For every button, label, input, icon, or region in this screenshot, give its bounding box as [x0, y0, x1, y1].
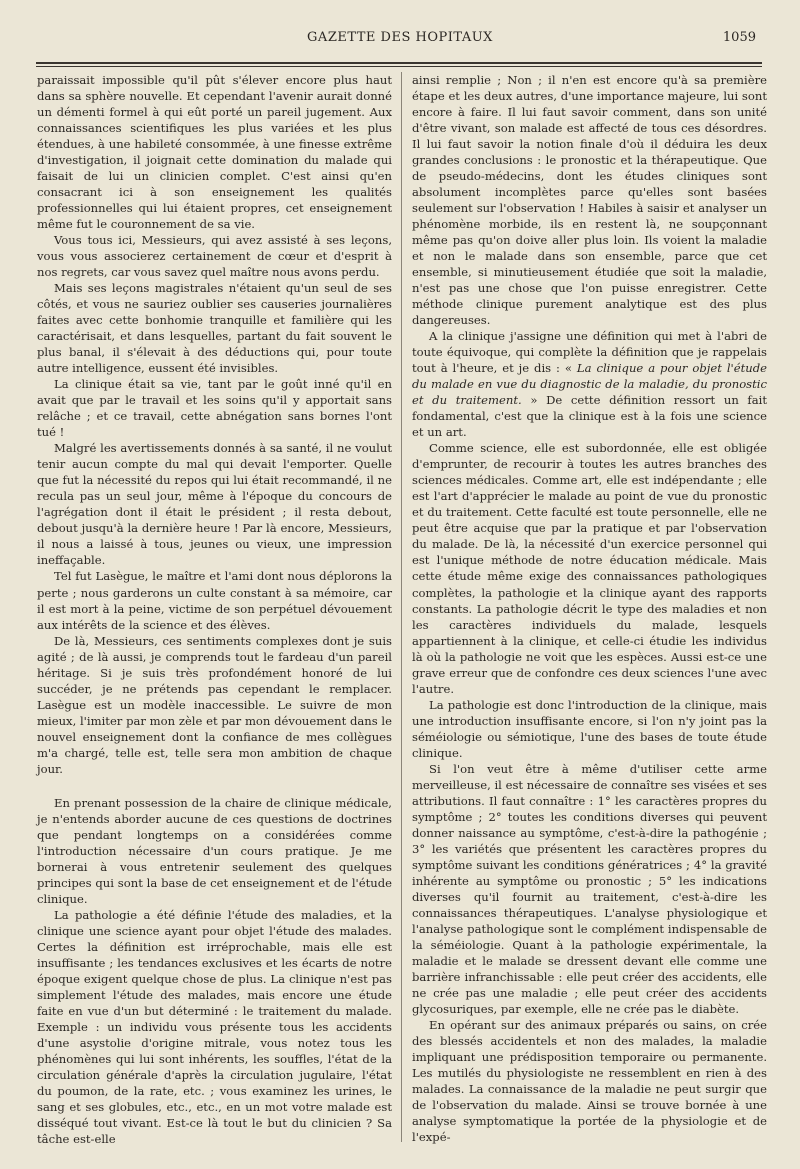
paragraph: En prenant possession de la chaire de clinique médicale, je n'entends aborder aucune de ces questions de doctrines que pendant longtemps on a considérées comme l'introduction nécessaire d'un cours pratique. Je me bornerai à vous entretenir seulement des quelques principes qui sont la base de cet enseignement et de l'étude clinique. [37, 795, 392, 906]
page-number: 1059 [722, 30, 756, 45]
paragraph: De là, Messieurs, ces sentiments complexes dont je suis agité ; de là aussi, je comprends tout le fardeau d'un pareil héritage. Si je suis très profondément honoré de lui succéder, je ne prétends pas cependant le remplacer. Lasègue est un modèle inaccessible. Le suivre de mon mieux, l'imiter par mon zèle et par mon dévouement dans le nouvel enseignement dont la confiance de mes collègues m'a chargé, telle est, telle sera mon ambition de chaque jour. [37, 633, 392, 776]
paragraph: Vous tous ici, Messieurs, qui avez assisté à ses leçons, vous vous associerez certainement de cœur et d'esprit à nos regrets, car vous savez quel maître nous avons perdu. [37, 233, 392, 280]
left-column [37, 72, 392, 1147]
paragraph [412, 328, 767, 440]
paragraph: ainsi remplie ; Non ; il n'en est encore qu'à sa première étape et les deux autres, d'une importance majeure, lui sont encore à faire. Il lui faut savoir comment, dans son unité d'être vivant, son malade est affecté de tous ces désordres. Il lui faut savoir la notion finale d'où il déduira les deux grandes conclusions : le pronostic et la thérapeutique. Que de pseudo-médecins, dont les études cliniques sont absolument incomplètes parce qu'elles sont basées seulement sur l'observation ! Habiles à saisir et analyser un phénomène morbide, ils en restent là, ne soupçonnant même pas qu'on doive aller plus loin. Ils voient la maladie et non le malade dans son ensemble, parce que cet ensemble, si minutieusement étudiée que soit la maladie, n'est pas une chose que l'on puisse enregistrer. Cette méthode clinique purement analytique est des plus dangereuses. [412, 73, 767, 328]
header-rule-thick [36, 62, 762, 64]
paragraph-text: » De cette définition ressort un fait fondamental, c'est que la clinique est à la fois une science et un art. [412, 393, 767, 440]
paragraph: La pathologie est donc l'introduction de la clinique, mais une introduction insuffisante encore, si l'on n'y joint pas la séméiologie ou sémiotique, l'une des bases de toute étude clinique. [412, 697, 767, 760]
paragraph: Si l'on veut être à même d'utiliser cette arme merveilleuse, il est nécessaire de connaître ses visées et ses attributions. Il faut connaître : 1° les caractères propres du symptôme ; 2° toutes les conditions diverses qui peuvent donner naissance au symptôme, c'est-à-dire la pathogénie ; 3° les variétés que présentent les caractères propres du symptôme suivant les conditions génératrices ; 4° la gravité inhérente au symptôme ou pronostic ; 5° les indications diverses qu'il fournit au traitement, c'est-à-dire les connaissances thérapeutiques. L'analyse physiologique et l'analyse pathologique sont le complément indispensable de la séméiologie. Quant à la pathologie expérimentale, la maladie et le malade se dressent devant elle comme une barrière infranchissable : elle peut créer des accidents, elle ne crée pas une maladie ; elle peut créer des accidents glycosuriques, par exemple, elle ne crée pas le diabète. [412, 761, 767, 1016]
paragraph: La pathologie a été définie l'étude des maladies, et la clinique une science ayant pour objet l'étude des malades. Certes la définition est irréprochable, mais elle est insuffisante ; les tendances exclusives et les écarts de notre époque exigent quelque chose de plus. La clinique n'est pas simplement l'étude des malades, mais encore une étude faite en vue d'un but déterminé : le traitement du malade. Exemple : un individu vous présente tous les accidents d'une asystolie d'origine mitrale, vous notez tous les phénomènes qui lui sont inhérents, les souffles, l'état de la circulation générale d'après la circulation jugulaire, l'état du poumon, de la rate, etc. ; vous examinez les urines, le sang et ses globules, etc., etc., en un mot votre malade est disséqué tout vivant. Est-ce là tout le but du clinicien ? Sa tâche est-elle [37, 907, 392, 1147]
running-title: GAZETTE DES HOPITAUX [307, 30, 493, 45]
right-column [412, 72, 767, 1145]
paragraph: Comme science, elle est subordonnée, elle est obligée d'emprunter, de recourir à toutes les autres branches des sciences médicales. Comme art, elle est indépendante ; elle est l'art d'apprécier le malade au point de vue du pronostic et du traitement. Cette faculté est toute personnelle, elle ne peut être acquise que par la pratique et par l'observation du malade. De là, la nécessité d'un exercice personnel qui est l'unique méthode de notre éducation médicale. Mais cette étude même exige des connaissances pathologiques complètes, la pathologie et la clinique ayant des rapports constants. La pathologie décrit le type des maladies et non les caractères individuels du malade, lesquels appartiennent à la clinique, et celle-ci étudie les individus là où la pathologie ne voit que les espèces. Aussi est-ce une grave erreur que de confondre ces deux sciences l'une avec l'autre. [412, 441, 767, 696]
paragraph: Malgré les avertissements donnés à sa santé, il ne voulut tenir aucun compte du mal qui devait l'emporter. Quelle que fut la nécessité du repos qui lui était recommandé, il ne recula pas un seul jour, même à l'époque du concours de l'agrégation dont il était le président ; il resta debout, debout jusqu'à la dernière heure ! Par là encore, Messieurs, il nous a laissé à tous, jeunes ou vieux, une impression ineffaçable. [37, 441, 392, 568]
page-header [0, 28, 800, 50]
paragraph: Tel fut Lasègue, le maître et l'ami dont nous déplorons la perte ; nous garderons un culte constant à sa mémoire, car il est mort à la peine, victime de son perpétuel dévouement aux intérêts de la science et des élèves. [37, 569, 392, 632]
column-divider [401, 72, 402, 1142]
paragraph: Mais ses leçons magistrales n'étaient qu'un seul de ses côtés, et vous ne sauriez oublier ses causeries journalières faites avec cette bonhomie tranquille et familière qui les caractérisait, et dans lesquelles, partant du fait souvent le plus banal, il s'élevait à des déductions qui, pour toute autre intelligence, eussent été invisibles. [37, 281, 392, 376]
paragraph: En opérant sur des animaux préparés ou sains, on crée des blessés accidentels et non des malades, la maladie impliquant une prédisposition temporaire ou permanente. Les mutilés du physiologiste ne ressemblent en rien à des malades. La connaissance de la maladie ne peut surgir que de l'observation du malade. Ainsi se trouve bornée à une analyse symptomatique la portée de la physiologie et de l'expé- [412, 1017, 767, 1145]
paragraph: La clinique était sa vie, tant par le goût inné qu'il en avait que par le travail et les soins qu'il y apportait sans relâche ; et ce travail, cette abnégation sans bornes l'ont tué ! [37, 377, 392, 440]
paragraph: paraissait impossible qu'il pût s'élever encore plus haut dans sa sphère nouvelle. Et cependant l'avenir aurait donné un démenti formel à qui eût porté un pareil jugement. Aux connaissances scientifiques les plus variées et les plus étendues, à une habileté consommée, à une finesse extrême d'investigation, il joignait cette domination du malade qui faisait de lui un clinicien complet. C'est ainsi qu'en consacrant ici à son enseignement les qualités professionnelles qui lui étaient propres, cet enseignement même fut le couronnement de sa vie. [37, 73, 392, 232]
paragraph-text: A la clinique j'assigne une définition qui met à l'abri de toute équivoque, qui complète la définition que je rappelais tout à l'heure, et je dis : « [412, 329, 767, 376]
definition-quote: La clinique a pour objet l'étude du malade en vue du diagnostic de la maladie, du pronostic et du traitement. [412, 361, 767, 408]
header-rule-thin [36, 66, 762, 67]
